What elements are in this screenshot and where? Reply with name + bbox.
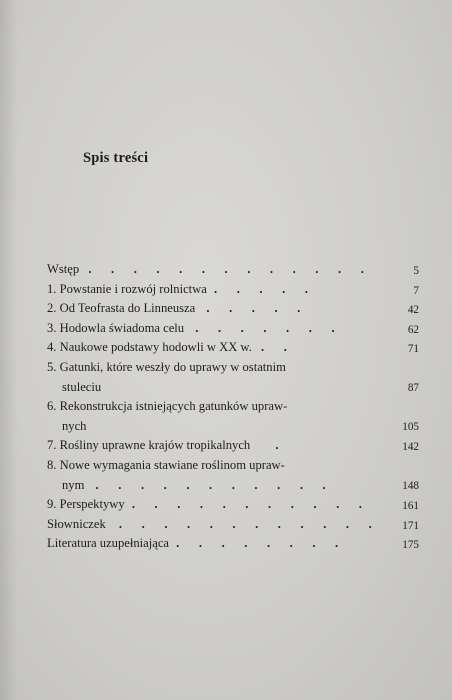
toc-entry-literatura <box>47 536 419 556</box>
toc-entry-label: 5. Gatunki, które weszły do uprawy w ostatnim <box>47 359 286 374</box>
dot-leader: . . . . . . . . <box>176 536 347 551</box>
toc-entry-label: 8. Nowe wymagania stawiane roślinom upraw- <box>47 457 285 472</box>
toc-page-number: 42 <box>407 304 419 317</box>
toc-page-number: 148 <box>402 479 419 492</box>
toc-entry-chapter-2 <box>47 301 419 321</box>
toc-entry-label: Literatura uzupełniająca <box>47 536 170 551</box>
toc-entry-chapter-5 <box>47 360 419 399</box>
toc-entry-chapter-3 <box>47 321 419 341</box>
table-of-contents <box>47 262 419 556</box>
dot-leader: . . . . . <box>206 301 309 316</box>
toc-entry-label: 4. Naukowe podstawy hodowli w XX w. <box>47 340 252 355</box>
toc-page-number: 105 <box>402 421 419 434</box>
toc-entry-chapter-8 <box>47 458 419 497</box>
toc-entry-label: 3. Hodowla świadoma celu <box>47 320 185 335</box>
toc-page-number: 71 <box>407 343 419 356</box>
dot-leader: . . . . . . . . . . . . . <box>88 262 373 276</box>
toc-page-number: 62 <box>407 323 419 336</box>
toc-page-number: 7 <box>413 284 419 297</box>
dot-leader: . . . . . . . <box>195 320 343 335</box>
toc-entry-label: 1. Powstanie i rozwój rolnictwa <box>47 281 207 296</box>
dot-leader: . . . . . . . . . . . . <box>118 516 380 531</box>
toc-entry-label-continued: nym <box>62 477 85 492</box>
toc-entry-label: Słowniczek <box>47 516 106 531</box>
toc-page-number: 142 <box>402 441 419 454</box>
toc-page-number: 87 <box>407 381 419 394</box>
page-edge-shadow <box>0 0 18 700</box>
dot-leader: . . <box>261 340 296 355</box>
dot-leader: . . . . . . . . . . . <box>131 497 371 512</box>
toc-entry-chapter-6 <box>47 399 419 438</box>
toc-entry-label: 9. Perspektywy <box>47 497 125 512</box>
toc-entry-label-continued: nych <box>62 418 87 433</box>
toc-title: Spis treści <box>83 150 149 166</box>
toc-entry-label-continued: stuleciu <box>62 379 102 394</box>
toc-entry-label: 6. Rekonstrukcja istniejących gatunków upraw- <box>47 399 288 414</box>
toc-entry-label: 2. Od Teofrasta do Linneusza <box>47 301 196 316</box>
toc-entry-label: 7. Rośliny uprawne krajów tropikalnych <box>47 438 251 453</box>
dot-leader: . <box>275 438 287 453</box>
toc-entry-wstep <box>47 262 419 282</box>
dot-leader: . . . . . . . . . . . <box>95 477 334 492</box>
toc-page-number: 5 <box>413 265 419 277</box>
toc-entry-label: Wstęp <box>47 262 80 276</box>
toc-page-number: 161 <box>402 500 419 513</box>
toc-page-number: 171 <box>402 519 419 532</box>
toc-entry-chapter-9 <box>47 497 419 517</box>
toc-entry-chapter-1 <box>47 282 419 302</box>
toc-page-number: 175 <box>402 539 419 552</box>
toc-entry-chapter-4 <box>47 340 419 360</box>
toc-entry-slowniczek <box>47 517 419 537</box>
toc-entry-chapter-7 <box>47 438 419 458</box>
dot-leader: . . . . . <box>214 281 317 296</box>
